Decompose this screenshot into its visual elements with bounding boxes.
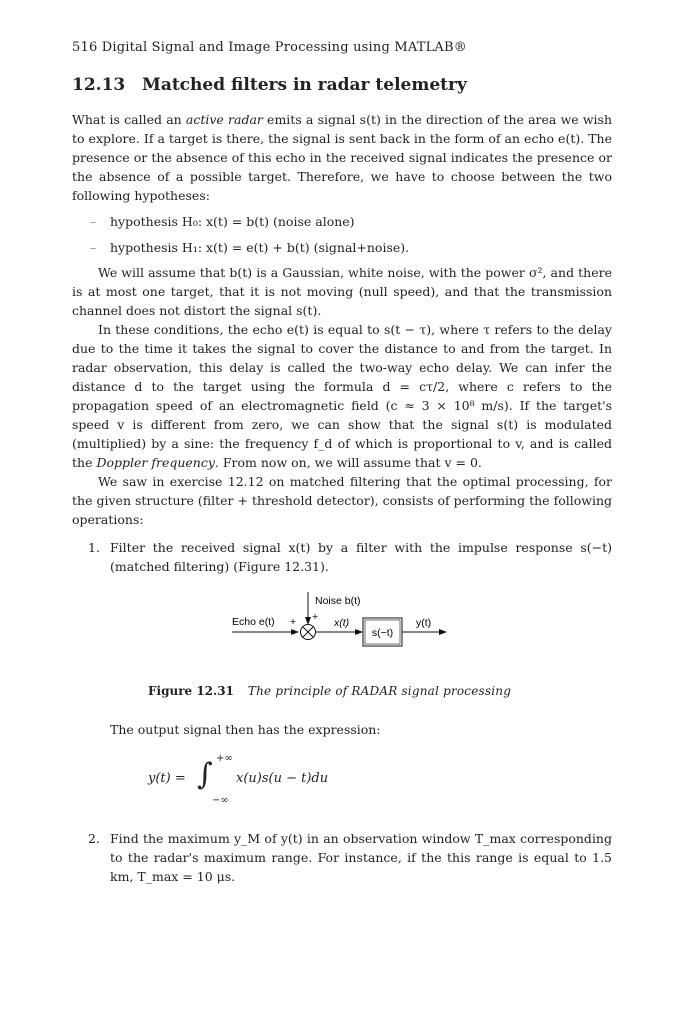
step-1: 1. Filter the received signal x(t) by a filter with the impulse response s(−t) (matched filtering) (Figure 12.31). [88, 540, 612, 574]
caption-label: Figure 12.31 [148, 684, 234, 698]
exercise-paragraph: We saw in exercise 12.12 on matched filtering that the optimal processing, for the given structure (filter + threshold detector), consists of performing the following operations: [72, 474, 612, 527]
section-title: Matched filters in radar telemetry [142, 75, 467, 95]
conditions-paragraph [72, 320, 612, 472]
expression-intro: The output signal then has the expression: [110, 722, 381, 737]
figure-caption [148, 684, 612, 698]
plus-top: + [312, 611, 319, 623]
integral-lower-bound: −∞ [212, 795, 229, 806]
y-label: y(t) [416, 617, 432, 629]
book-page [72, 40, 612, 886]
intro-emphasis: active radar [185, 112, 263, 127]
step-2: 2. Find the maximum y_M of y(t) in an observation window T_max corresponding to the radar's maximum range. For instance, if the this range is equal to 1.5 km, T_max = 10 μs. [88, 831, 612, 884]
intro-text-a: What is called an [72, 112, 186, 127]
intro-paragraph [72, 110, 612, 205]
plus-left: + [290, 616, 297, 628]
caption-text: The principle of RADAR signal processing [247, 684, 512, 698]
hypothesis-h1: – hypothesis H₁: x(t) = e(t) + b(t) (signal+noise). [90, 240, 410, 255]
x-label: x(t) [334, 617, 350, 629]
assumption-paragraph: We will assume that b(t) is a Gaussian, white noise, with the power σ², and there is at most one target, that it is not moving (null speed), and that the transmission channel does not distort the signal s(t). [72, 265, 612, 318]
equation-lhs: y(t) = [148, 771, 186, 786]
intro-text-b: emits a signal s(t) in the direction of the area we wish to explore. If a target is there, the signal is sent back in the form of an echo e(t). The presence or the absence of this echo in the received signal indicates the presence or the absence of a possible target. Therefore, we have to choose between the two following hypotheses: [72, 112, 613, 203]
section-heading [72, 75, 612, 95]
integral-upper-bound: +∞ [216, 753, 233, 764]
echo-label: Echo e(t) [232, 616, 275, 628]
conditions-text-b: . From now on, we will assume that v = 0. [214, 455, 482, 470]
conditions-text-a: In these conditions, the echo e(t) is equal to s(t − τ), where τ refers to the delay due to the time it takes the signal to cover the distance to and from the target. In radar observation, this delay is called the two-way echo delay. We can infer the distance d to the target using the formula d = cτ/2, where c refers to the propagation speed of an electromagnetic field (c ≈ 3 × 10⁸ m/s). If the target's speed v is different from zero, we can show that the signal s(t) is modulated (multiplied) by a sine: the frequency f_d of which is proportional to v, and is called the [72, 322, 612, 470]
hypothesis-h0: – hypothesis H₀: x(t) = b(t) (noise alone) [90, 214, 355, 229]
integral-sign: ∫ [197, 757, 213, 792]
convolution-equation [72, 751, 612, 813]
doppler-emphasis: Doppler frequency [96, 455, 215, 470]
section-number: 12.13 [72, 75, 126, 95]
running-head: 516 Digital Signal and Image Processing using MATLAB® [72, 40, 467, 55]
diagram-svg [72, 586, 612, 674]
processing-steps [72, 538, 612, 576]
equation-integrand: x(u)s(u − t)du [236, 771, 329, 786]
processing-steps-continued [72, 829, 612, 886]
noise-label: Noise b(t) [315, 595, 361, 607]
filter-label: s(−t) [371, 627, 394, 639]
radar-diagram [72, 586, 612, 674]
